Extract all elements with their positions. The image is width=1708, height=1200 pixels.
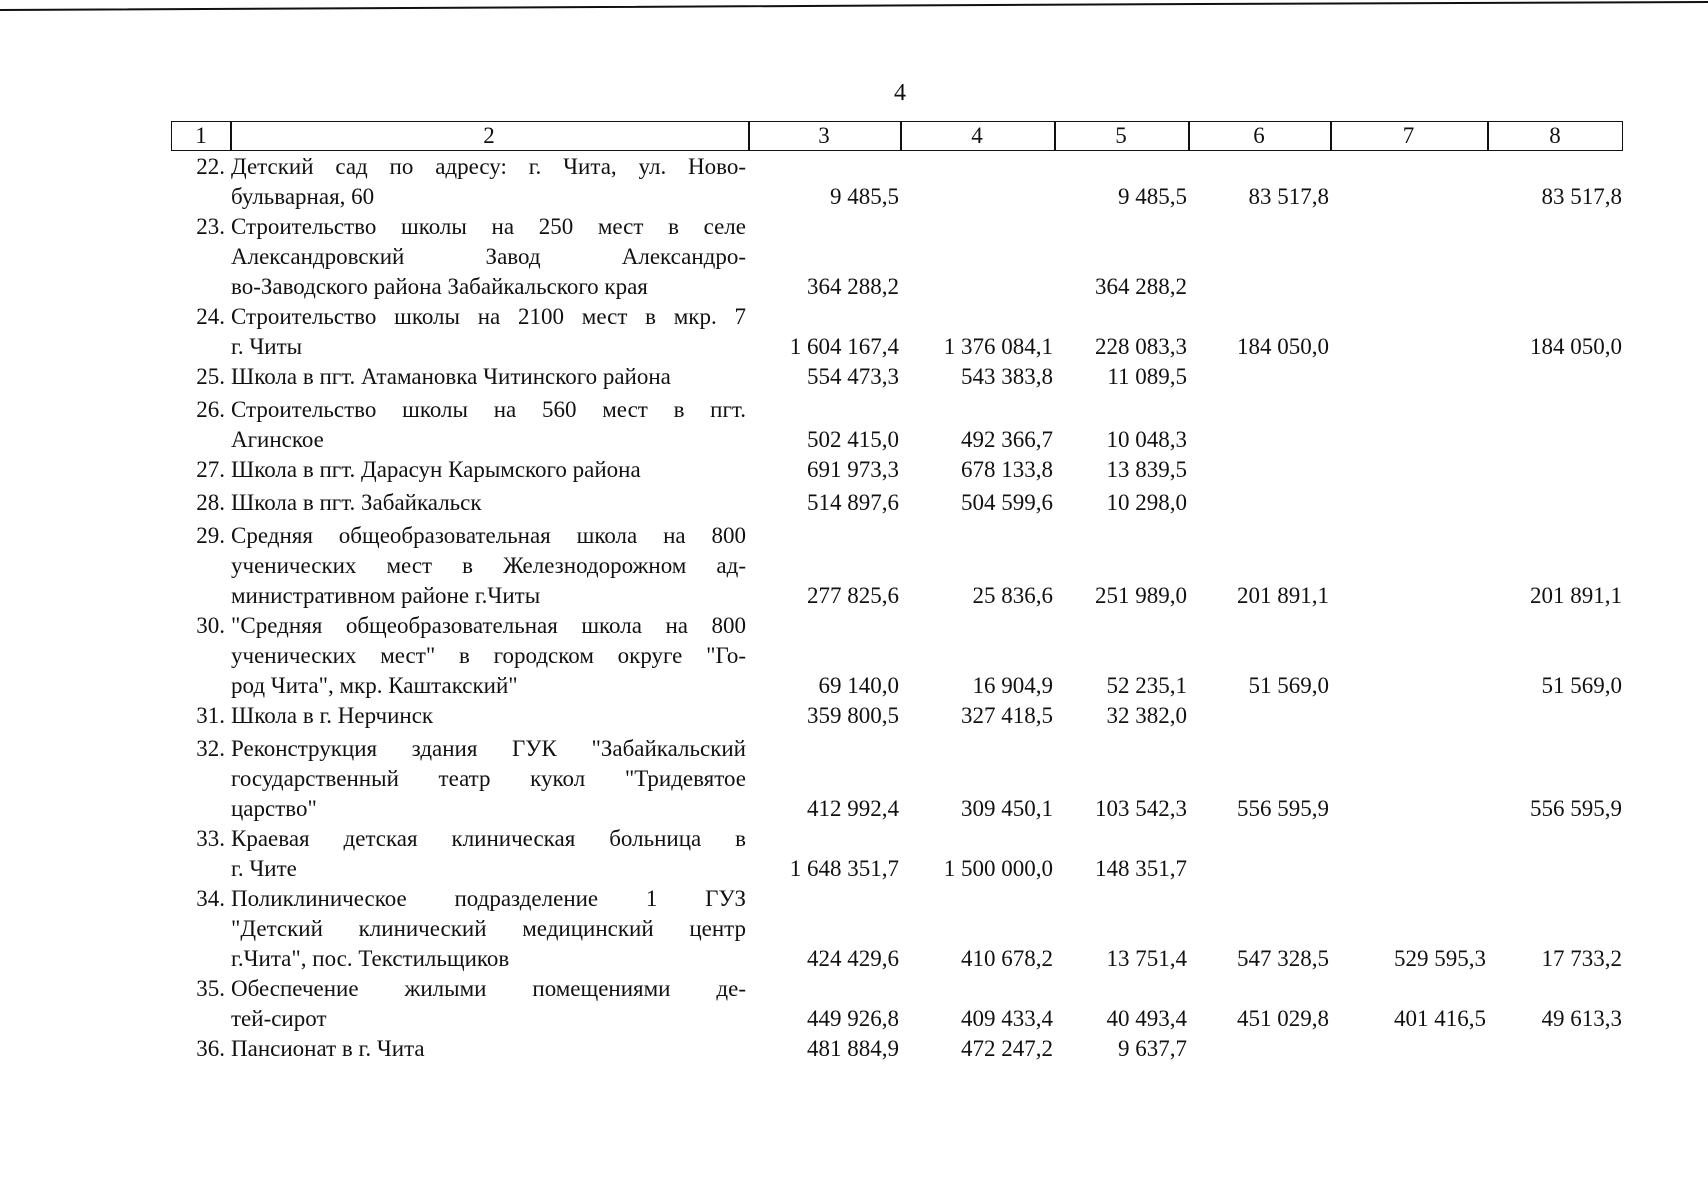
value-col-3: 359 800,5 <box>807 703 899 728</box>
table-row <box>0 1034 1708 1064</box>
value-col-5: 364 288,2 <box>1095 274 1187 299</box>
value-col-4: 409 433,4 <box>961 1006 1053 1031</box>
object-name-line: г. Чите <box>231 856 297 881</box>
value-col-4: 410 678,2 <box>961 946 1053 971</box>
value-col-6: 547 328,5 <box>1237 946 1329 971</box>
object-name-line: Детский сад по адресу: г. Чита, ул. Ново- <box>231 154 746 179</box>
row-number: 35. <box>196 976 225 1001</box>
object-name <box>231 1034 746 1064</box>
row-number: 34. <box>196 886 225 911</box>
value-col-5: 148 351,7 <box>1095 856 1187 881</box>
row-number: 32. <box>196 736 225 761</box>
table-row <box>0 611 1708 701</box>
row-number: 31. <box>196 703 225 728</box>
table-row <box>0 521 1708 611</box>
object-name-line: род Чита", мкр. Каштакский" <box>231 673 518 698</box>
table-row <box>0 701 1708 731</box>
object-name <box>231 824 746 884</box>
value-col-6: 184 050,0 <box>1237 334 1329 359</box>
value-col-8: 556 595,9 <box>1530 796 1622 821</box>
value-col-3: 449 926,8 <box>807 1006 899 1031</box>
column-number: 2 <box>483 123 495 148</box>
object-name-line: Александровский Завод Александро- <box>231 244 746 269</box>
value-col-6: 83 517,8 <box>1248 184 1329 209</box>
value-col-4: 1 376 084,1 <box>943 334 1053 359</box>
object-name <box>231 152 746 212</box>
value-col-5: 251 989,0 <box>1095 583 1187 608</box>
value-col-3: 1 648 351,7 <box>789 856 899 881</box>
object-name <box>231 302 746 362</box>
value-col-5: 9 485,5 <box>1118 184 1187 209</box>
table-row <box>0 395 1708 455</box>
value-col-3: 514 897,6 <box>807 490 899 515</box>
column-number: 5 <box>1115 123 1127 148</box>
column-number: 8 <box>1549 123 1561 148</box>
object-name <box>231 212 746 302</box>
object-name-line: царство" <box>231 796 317 821</box>
row-number: 30. <box>196 613 225 638</box>
table-row <box>0 824 1708 884</box>
value-col-5: 13 751,4 <box>1106 946 1187 971</box>
value-col-3: 412 992,4 <box>807 796 899 821</box>
value-col-5: 11 089,5 <box>1107 364 1187 389</box>
value-col-7: 401 416,5 <box>1394 1006 1486 1031</box>
object-name-line: г.Чита", пос. Текстильщиков <box>231 946 510 971</box>
object-name-line: Школа в пгт. Атамановка Читинского района <box>231 364 671 389</box>
value-col-5: 10 048,3 <box>1106 427 1187 452</box>
value-col-5: 10 298,0 <box>1106 490 1187 515</box>
row-number: 24. <box>196 304 225 329</box>
object-name-line: Школа в пгт. Забайкальск <box>231 490 482 515</box>
object-name <box>231 611 746 701</box>
object-name <box>231 974 746 1034</box>
table-row <box>0 152 1708 212</box>
value-col-4: 327 418,5 <box>961 703 1053 728</box>
table-row <box>0 488 1708 518</box>
column-number: 7 <box>1402 123 1415 148</box>
value-col-4: 504 599,6 <box>961 490 1053 515</box>
object-name-line: Школа в г. Нерчинск <box>231 703 434 728</box>
object-name-line: Агинское <box>231 427 324 452</box>
value-col-6: 51 569,0 <box>1248 673 1329 698</box>
table-row <box>0 455 1708 485</box>
object-name-line: Школа в пгт. Дарасун Карымского района <box>231 457 641 482</box>
value-col-4: 309 450,1 <box>961 796 1053 821</box>
row-number: 27. <box>196 457 225 482</box>
object-name-line: государственный театр кукол "Тридевятое <box>231 766 746 791</box>
value-col-5: 13 839,5 <box>1106 457 1187 482</box>
object-name <box>231 455 746 485</box>
object-name-line: Строительство школы на 560 мест в пгт. <box>231 397 746 422</box>
object-name-line: Краевая детская клиническая больница в <box>231 826 746 851</box>
value-col-6: 556 595,9 <box>1237 796 1329 821</box>
value-col-4: 678 133,8 <box>961 457 1053 482</box>
value-col-8: 83 517,8 <box>1541 184 1622 209</box>
value-col-3: 481 884,9 <box>807 1036 899 1061</box>
value-col-4: 16 904,9 <box>972 673 1053 698</box>
value-col-8: 51 569,0 <box>1541 673 1622 698</box>
column-number: 6 <box>1253 123 1265 148</box>
page-number: 4 <box>894 80 906 106</box>
object-name-line: тей-сирот <box>231 1006 327 1031</box>
value-col-3: 69 140,0 <box>818 673 899 698</box>
value-col-5: 40 493,4 <box>1106 1006 1187 1031</box>
value-col-8: 17 733,2 <box>1541 946 1622 971</box>
object-name <box>231 884 746 974</box>
column-number: 3 <box>818 123 830 148</box>
row-number: 22. <box>196 154 225 179</box>
table-row <box>0 212 1708 302</box>
column-number: 1 <box>195 123 207 148</box>
table-row <box>0 884 1708 974</box>
object-name-line: Пансионат в г. Чита <box>231 1036 425 1061</box>
object-name-line: "Детский клинический медицинский центр <box>231 916 746 941</box>
object-name-line: ученических мест" в городском округе "Го- <box>231 643 746 668</box>
object-name-line: Обеспечение жилыми помещениями де- <box>231 976 746 1001</box>
value-col-3: 554 473,3 <box>807 364 899 389</box>
row-number: 33. <box>196 826 225 851</box>
value-col-4: 1 500 000,0 <box>943 856 1053 881</box>
value-col-4: 492 366,7 <box>961 427 1053 452</box>
value-col-5: 9 637,7 <box>1118 1036 1187 1061</box>
value-col-8: 49 613,3 <box>1541 1006 1622 1031</box>
value-col-3: 502 415,0 <box>807 427 899 452</box>
row-number: 36. <box>196 1036 225 1061</box>
object-name <box>231 521 746 611</box>
object-name-line: ученических мест в Железнодорожном ад- <box>231 553 746 578</box>
value-col-3: 424 429,6 <box>807 946 899 971</box>
scan-edge-line <box>0 0 1708 14</box>
object-name-line: Строительство школы на 250 мест в селе <box>231 214 746 239</box>
object-name-line: бульварная, 60 <box>231 184 375 209</box>
value-col-4: 472 247,2 <box>961 1036 1053 1061</box>
value-col-6: 451 029,8 <box>1237 1006 1329 1031</box>
value-col-3: 691 973,3 <box>807 457 899 482</box>
column-number: 4 <box>971 123 983 148</box>
table-row <box>0 974 1708 1034</box>
object-name-line: министративном районе г.Читы <box>231 583 541 608</box>
value-col-3: 9 485,5 <box>830 184 899 209</box>
row-number: 29. <box>196 523 225 548</box>
value-col-3: 364 288,2 <box>807 274 899 299</box>
table-row <box>0 734 1708 824</box>
value-col-4: 543 383,8 <box>961 364 1053 389</box>
object-name-line: Поликлиническое подразделение 1 ГУЗ <box>231 886 746 911</box>
row-number: 25. <box>196 364 225 389</box>
value-col-3: 1 604 167,4 <box>789 334 899 359</box>
value-col-5: 32 382,0 <box>1106 703 1187 728</box>
value-col-3: 277 825,6 <box>807 583 899 608</box>
value-col-5: 228 083,3 <box>1095 334 1187 359</box>
object-name <box>231 395 746 455</box>
object-name <box>231 701 746 731</box>
value-col-7: 529 595,3 <box>1394 946 1486 971</box>
object-name <box>231 362 746 392</box>
row-number: 23. <box>196 214 225 239</box>
object-name <box>231 488 746 518</box>
object-name-line: во-Заводского района Забайкальского края <box>231 274 648 299</box>
object-name-line: Строительство школы на 2100 мест в мкр. 7 <box>231 304 746 329</box>
object-name-line: г. Читы <box>231 334 303 359</box>
column-number-header <box>171 121 1623 151</box>
table-row <box>0 302 1708 362</box>
value-col-6: 201 891,1 <box>1237 583 1329 608</box>
object-name-line: Средняя общеобразовательная школа на 800 <box>231 523 746 548</box>
value-col-8: 201 891,1 <box>1530 583 1622 608</box>
row-number: 26. <box>196 397 225 422</box>
object-name <box>231 734 746 824</box>
table-row <box>0 362 1708 392</box>
value-col-8: 184 050,0 <box>1530 334 1622 359</box>
row-number: 28. <box>196 490 225 515</box>
value-col-5: 52 235,1 <box>1106 673 1187 698</box>
object-name-line: Реконструкция здания ГУК "Забайкальский <box>231 736 746 761</box>
value-col-4: 25 836,6 <box>972 583 1053 608</box>
object-name-line: "Средняя общеобразовательная школа на 800 <box>231 613 746 638</box>
value-col-5: 103 542,3 <box>1095 796 1187 821</box>
